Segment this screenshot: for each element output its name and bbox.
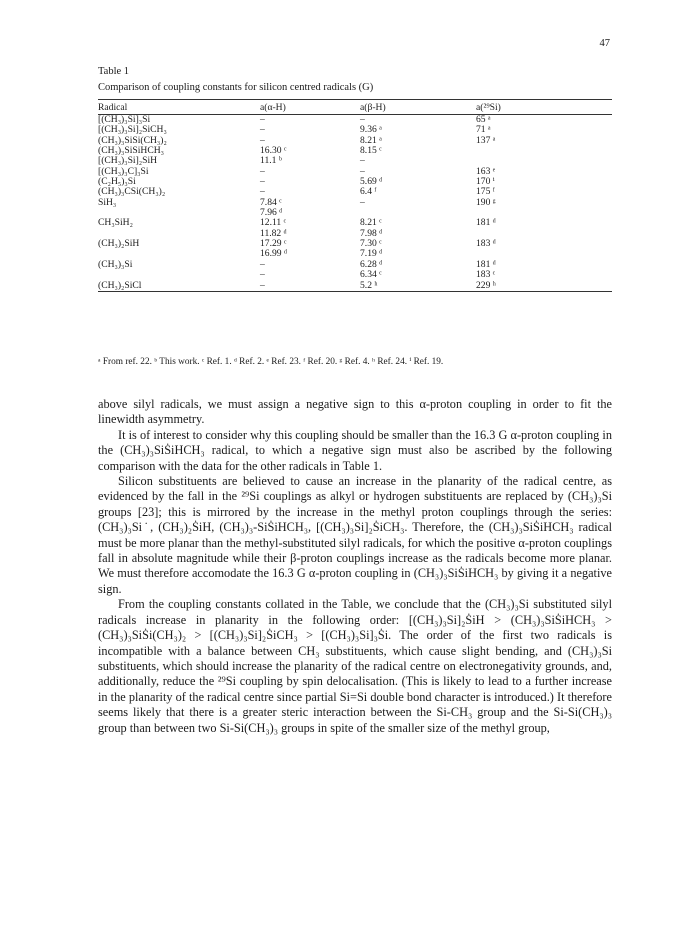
coupling-constants-table: [98, 99, 612, 292]
cell-radical: (CH₃)₃Si: [98, 258, 133, 270]
cell-alpha-h: –: [260, 124, 265, 136]
cell-alpha-h: 7.84 ᶜ: [260, 196, 282, 208]
table-row: [98, 187, 612, 197]
cell-si29: [476, 249, 612, 259]
paragraph: It is of interest to consider why this coupling should be smaller than the 16.3 G α-proton coupling in the (CH₃)₃SiṠiHCH₃ radical, to which a negative sign must also be ascribed by the following comparison with the data for the other radicals in Table 1.: [98, 427, 612, 473]
cell-alpha-h: –: [260, 279, 265, 291]
cell-si29: [476, 208, 612, 218]
cell-radical: [(CH₃)₃Si]₃Si: [98, 114, 151, 125]
table-label: Table 1: [98, 66, 130, 77]
cell-radical: (CH₃)₂SiH: [98, 238, 140, 250]
cell-si29: 65 ᵃ: [476, 114, 491, 125]
body-text: [98, 397, 612, 736]
cell-radical: (CH₃)₂SiCl: [98, 279, 142, 291]
table-row: [98, 167, 612, 177]
cell-beta-h: 7.19 ᵈ: [360, 248, 383, 260]
cell-beta-h: –: [360, 165, 365, 177]
cell-beta-h: –: [360, 155, 365, 167]
cell-beta-h: 6.34 ᶜ: [360, 269, 382, 281]
table-row: [98, 218, 612, 228]
cell-si29: 175 ᶠ: [476, 186, 495, 198]
cell-beta-h: 9.36 ᵃ: [360, 124, 382, 136]
table-row: [98, 249, 612, 259]
cell-alpha-h: 17.29 ᶜ: [260, 238, 287, 250]
cell-radical: [(CH₃)₃C]₃Si: [98, 165, 149, 177]
cell-radical: [98, 270, 260, 280]
cell-radical: [(CH₃)₃Si]₂SiH: [98, 155, 158, 167]
cell-beta-h: –: [360, 114, 365, 125]
table-row: [98, 239, 612, 249]
cell-si29: [476, 146, 612, 156]
header-radical: Radical: [98, 102, 128, 113]
cell-si29: 163 ᵉ: [476, 165, 496, 177]
cell-si29: [476, 229, 612, 239]
table-row: [98, 198, 612, 208]
table-row: [98, 208, 612, 218]
cell-beta-h: –: [360, 196, 365, 208]
cell-si29: 71 ᵃ: [476, 124, 491, 136]
header-si29: a(²⁹Si): [476, 102, 501, 113]
cell-si29: 181 ᵈ: [476, 217, 496, 229]
table-row: [98, 281, 612, 291]
cell-si29: 137 ᵃ: [476, 134, 496, 146]
paragraph: above silyl radicals, we must assign a negative sign to this α-proton coupling in order to fit the linewidth asymmetry.: [98, 397, 612, 427]
cell-beta-h: 7.98 ᵈ: [360, 227, 383, 239]
table-footnote: ᵃ From ref. 22. ᵇ This work. ᶜ Ref. 1. ᵈ Ref. 2. ᵉ Ref. 23. ᶠ Ref. 20. ᵍ Ref. 4. ʰ Ref. 24. ⁱ Ref. 19.: [98, 357, 444, 367]
cell-radical: (CH₃)₃SiSiHCH₃: [98, 145, 165, 157]
cell-alpha-h: –: [260, 186, 265, 198]
table-caption: Comparison of coupling constants for silicon centred radicals (G): [98, 82, 374, 93]
cell-radical: [(CH₃)₃Si]₂SiCH₃: [98, 124, 167, 136]
table-row: [98, 270, 612, 280]
table-header-row: [98, 100, 612, 114]
cell-beta-h: 7.30 ᶜ: [360, 238, 382, 250]
cell-alpha-h: –: [260, 134, 265, 146]
cell-beta-h: 6.28 ᵈ: [360, 258, 383, 270]
cell-beta-h: 8.21 ᶜ: [360, 217, 382, 229]
cell-alpha-h: 11.82 ᵈ: [260, 227, 287, 239]
cell-alpha-h: 16.99 ᵈ: [260, 248, 287, 260]
header-beta-h: a(β-H): [360, 102, 386, 113]
cell-beta-h: 8.15 ᶜ: [360, 145, 382, 157]
cell-radical: SiH₃: [98, 196, 117, 208]
cell-alpha-h: –: [260, 269, 265, 281]
cell-alpha-h: 16.30 ᶜ: [260, 145, 287, 157]
cell-si29: 229 ʰ: [476, 279, 496, 291]
cell-alpha-h: 12.11 ᶜ: [260, 217, 287, 229]
page-number: 47: [599, 38, 610, 49]
table-row: [98, 260, 612, 270]
cell-radical: CH₃SiH₂: [98, 217, 133, 229]
cell-si29: [476, 156, 612, 166]
cell-beta-h: 8.21 ᵃ: [360, 134, 382, 146]
table-row: [98, 125, 612, 135]
cell-radical: (C₂H₅)₃Si: [98, 176, 136, 188]
table-row: [98, 229, 612, 239]
cell-beta-h: 6.4 ᶠ: [360, 186, 377, 198]
cell-alpha-h: –: [260, 165, 265, 177]
cell-alpha-h: –: [260, 176, 265, 188]
cell-si29: 190 ᵍ: [476, 196, 496, 208]
cell-beta-h: 5.2 ʰ: [360, 279, 378, 291]
table-row: [98, 146, 612, 156]
table-row: [98, 136, 612, 146]
cell-si29: 183 ᶜ: [476, 269, 496, 281]
paragraph: Silicon substituents are believed to cause an increase in the planarity of the radical centre, as evidenced by the fall in the ²⁹Si couplings as alkyl or hydrogen substituents are replaced by (CH₃)₃Si groups [23]; this is mirrored by the increase in the methyl proton couplings through the series: (CH₃)₃Si˙, (CH₃)₂ṠiH, (CH₃)₃-SiṠiHCH₃, [(CH₃)₃Si]₂ṠiCH₃. Therefore, the (CH₃)₃SiṠiHCH₃ radical must be more planar than the methyl-substituted silyl radicals, for which the positive α-proton couplings fall in absolute magnitude while their β-proton couplings increase as the radicals become more planar. We must therefore accomodate the 16.3 G α-proton coupling in (CH₃)₃SiṠiHCH₃ by giving it a negative sign.: [98, 474, 612, 596]
cell-alpha-h: 11.1 ᵇ: [260, 155, 282, 167]
table-row: [98, 115, 612, 125]
cell-alpha-h: 7.96 ᵈ: [260, 207, 283, 219]
cell-si29: 170 ⁱ: [476, 176, 495, 188]
table-body: [98, 115, 612, 291]
cell-alpha-h: –: [260, 114, 265, 125]
table-row: [98, 177, 612, 187]
cell-radical: (CH₃)₃SiSi(CH₃)₂: [98, 134, 167, 146]
table-bottom-rule: [98, 291, 612, 292]
table-row: [98, 156, 612, 166]
cell-alpha-h: –: [260, 258, 265, 270]
cell-beta-h: 5.69 ᵈ: [360, 176, 383, 188]
cell-si29: 183 ᵈ: [476, 238, 496, 250]
cell-si29: 181 ᵈ: [476, 258, 496, 270]
header-alpha-h: a(α-H): [260, 102, 286, 113]
paragraph: From the coupling constants collated in the Table, we conclude that the (CH₃)₃Si substituted silyl radicals increase in planarity in the following order: [(CH₃)₃Si]₂ṠiH > (CH₃)₃SiṠiHCH₃ > (CH₃)₃SiṠi(CH₃)₂ > [(CH₃)₃Si]₂ṠiCH₃ > [(CH₃)₃Si]₃Ṡi. The order of the first two radicals is incompatible with a balance between CH₃ substituents, which cause slight bending, and (CH₃)₃Si substituents, which should increase the planarity of the radical centre on electronegativity grounds, and, additionally, reduce the ²⁹Si coupling by spin delocalisation. (This is likely to lead to a further increase in the planarity of the radical centre since partial Si=Si double bond character is introduced.) It therefore seems likely that there is a greater steric interaction between the Si-CH₃ group and the Si-Si(CH₃)₃ group than between two Si-Si(CH₃)₃ groups in spite of the smaller size of the methyl group,: [98, 597, 612, 735]
cell-radical: (CH₃)₃CSi(CH₃)₂: [98, 186, 166, 198]
